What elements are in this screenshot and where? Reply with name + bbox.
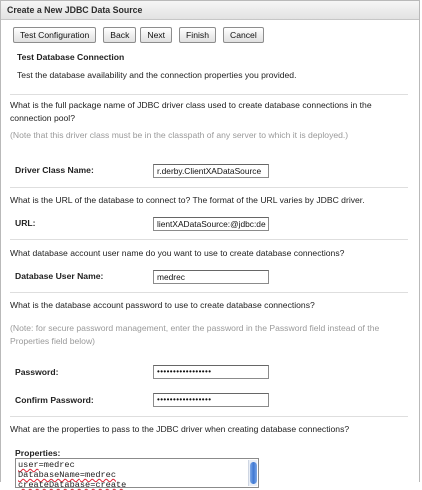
user-question: What database account user name do you want to use to create database connections? xyxy=(10,248,345,258)
properties-line: DatabaseName=medrec xyxy=(18,470,116,480)
password-input[interactable]: ••••••••••••••••• xyxy=(153,365,269,379)
textarea-scrollbar[interactable] xyxy=(248,460,257,486)
next-button[interactable]: Next xyxy=(140,27,172,43)
properties-question: What are the properties to pass to the JDBC driver when creating database connections? xyxy=(10,424,350,434)
cancel-button[interactable]: Cancel xyxy=(223,27,264,43)
divider xyxy=(10,187,408,188)
properties-label: Properties: xyxy=(15,448,61,458)
finish-button[interactable]: Finish xyxy=(179,27,216,43)
confirm-password-label: Confirm Password: xyxy=(15,395,94,405)
driver-class-label: Driver Class Name: xyxy=(15,165,94,175)
divider xyxy=(10,292,408,293)
url-input[interactable]: lientXADataSource:@jdbc:de xyxy=(153,217,269,231)
divider xyxy=(10,416,408,417)
divider xyxy=(10,239,408,240)
driver-note: (Note that this driver class must be in the classpath of any server to which it is deployed.) xyxy=(10,130,349,140)
window-title: Create a New JDBC Data Source xyxy=(1,1,419,20)
test-configuration-button[interactable]: Test Configuration xyxy=(13,27,96,43)
section-header xyxy=(1,50,419,82)
section-description: Test the database availability and the connection properties you provided. xyxy=(17,70,297,80)
back-button[interactable]: Back xyxy=(103,27,136,43)
user-name-label: Database User Name: xyxy=(15,271,104,281)
divider xyxy=(10,94,408,95)
user-name-input[interactable]: medrec xyxy=(153,270,269,284)
properties-line: createDatabase=create xyxy=(18,480,127,490)
properties-line: user=medrec xyxy=(18,460,75,470)
password-note: (Note: for secure password management, enter the password in the Password field instead of the Properties field below) xyxy=(10,323,380,346)
wizard-toolbar xyxy=(1,20,419,50)
password-question: What is the database account password to use to create database connections? xyxy=(10,300,315,310)
driver-question: What is the full package name of JDBC driver class used to create database connections in the connection pool? xyxy=(10,100,372,123)
url-label: URL: xyxy=(15,218,36,228)
url-question: What is the URL of the database to connect to? The format of the URL varies by JDBC driver. xyxy=(10,195,365,205)
confirm-password-input[interactable]: ••••••••••••••••• xyxy=(153,393,269,407)
driver-class-input[interactable]: r.derby.ClientXADataSource xyxy=(153,164,269,178)
password-label: Password: xyxy=(15,367,59,377)
scrollbar-thumb[interactable] xyxy=(250,462,257,484)
section-title: Test Database Connection xyxy=(17,52,125,62)
properties-textarea[interactable] xyxy=(15,458,259,488)
